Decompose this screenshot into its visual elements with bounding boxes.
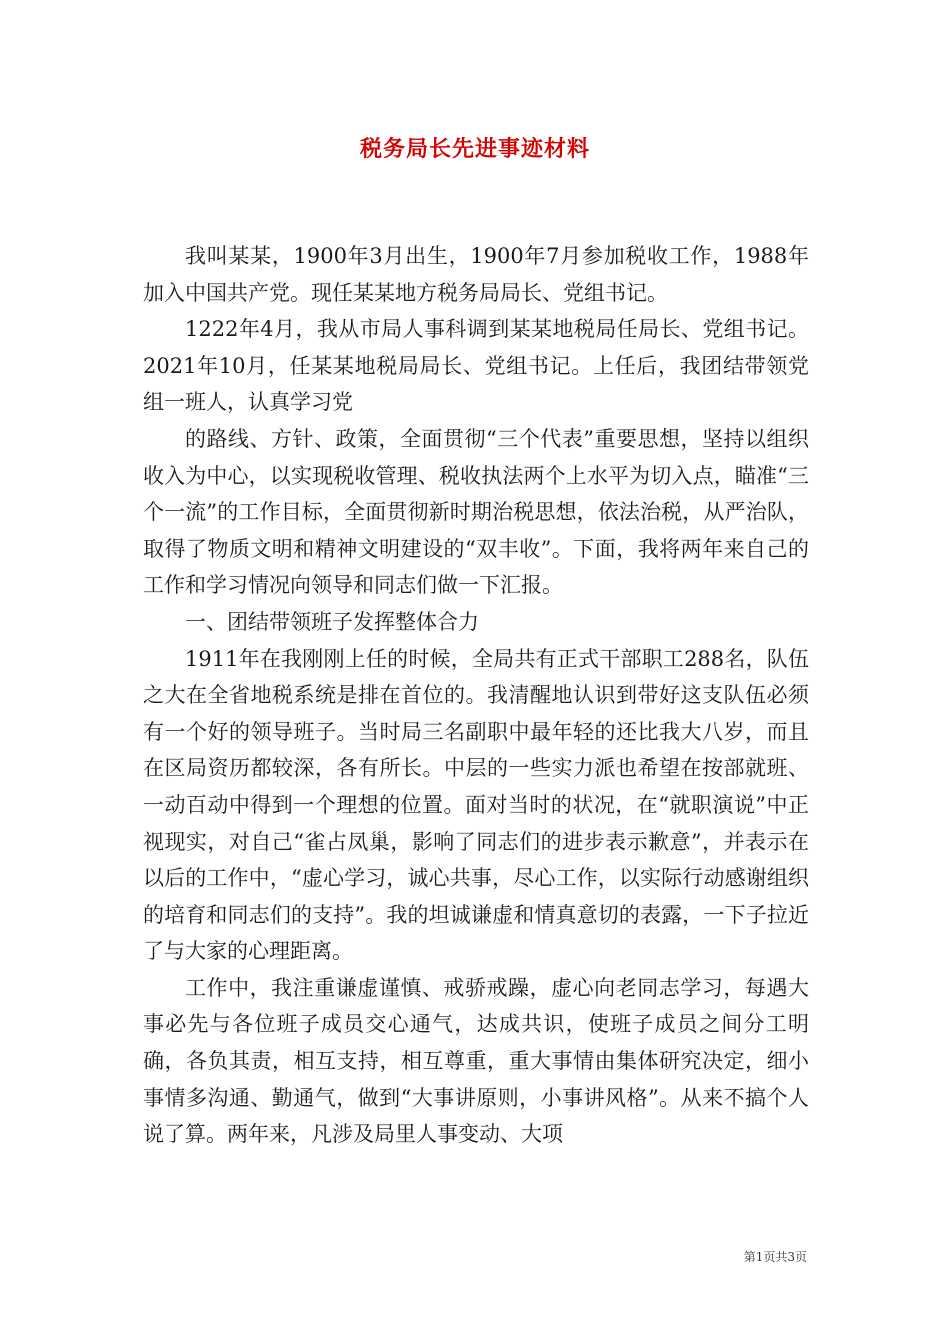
paragraph: 1911年在我刚刚上任的时候，全局共有正式干部职工288名，队伍之大在全省地税系统是排在首位的。我清醒地认识到带好这支队伍必须有一个好的领导班子。当时局三名副职中最年轻的还比我大八岁，而且在区局资历都较深，各有所长。中层的一些实力派也希望在按部就班、一动百动中得到一个理想的位置。面对当时的状况，在“就职演说”中正视现实，对自己“雀占凤巢，影响了同志们的进步表示歉意”，并表示在以后的工作中，“虚心学习，诚心共事，尽心工作，以实际行动感谢组织的培育和同志们的支持”。我的坦诚谦虚和情真意切的表露，一下子拉近了与大家的心理距离。	[143, 646, 809, 964]
document-title: 税务局长先进事迹材料	[359, 136, 590, 162]
page-number: 第1页共3页	[743, 1250, 807, 1264]
paragraph: 1222年4月，我从市局人事科调到某某地税局任局长、党组书记。2021年10月，任某某地税局局长、党组书记。上任后，我团结带领党组一班人，认真学习党	[143, 317, 809, 415]
document-body	[143, 238, 809, 1153]
section-heading: 一、团结带领班子发挥整体合力	[185, 609, 479, 634]
paragraph: 的路线、方针、政策，全面贯彻“三个代表”重要思想，坚持以组织收入为中心，以实现税收管理、税收执法两个上水平为切入点，瞄准“三个一流”的工作目标，全面贯彻新时期治税思想，依法治税，从严治队，取得了物质文明和精神文明建设的“双丰收”。下面，我将两年来自己的工作和学习情况向领导和同志们做一下汇报。	[143, 426, 809, 598]
paragraph: 工作中，我注重谦虚谨慎、戒骄戒躁，虚心向老同志学习，每遇大事必先与各位班子成员交心通气，达成共识，使班子成员之间分工明确，各负其责，相互支持，相互尊重，重大事情由集体研究决定，细小事情多沟通、勤通气，做到“大事讲原则，小事讲风格”。从来不搞个人说了算。两年来，凡涉及局里人事变动、大项	[143, 975, 809, 1147]
paragraph: 我叫某某，1900年3月出生，1900年7月参加税收工作，1988年加入中国共产党。现任某某地方税务局局长、党组书记。	[143, 244, 809, 305]
